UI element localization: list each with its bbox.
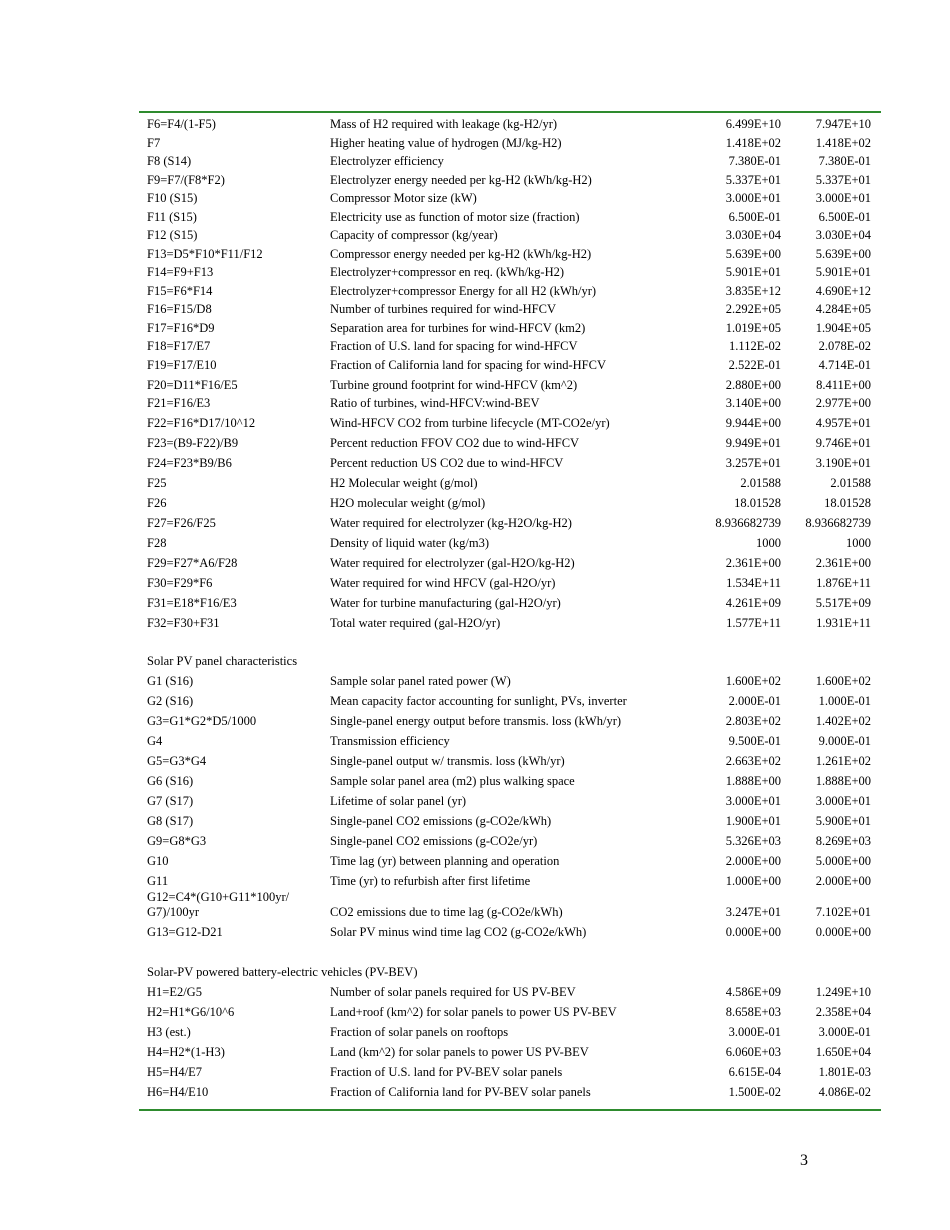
formula-cell: F7 xyxy=(147,135,161,150)
formula-cell: F9=F7/(F8*F2) xyxy=(147,172,225,187)
value-low-cell: 6.500E-01 xyxy=(728,209,781,224)
value-low-cell: 5.901E+01 xyxy=(725,265,781,279)
table-row xyxy=(147,516,875,536)
value-high-cell: 5.337E+01 xyxy=(815,172,871,187)
value-high-cell: 5.901E+01 xyxy=(815,265,871,279)
formula-cell: F31=E18*F16/E3 xyxy=(147,596,237,610)
description-cell: Mean capacity factor accounting for sunlight, PVs, inverter xyxy=(330,694,627,708)
value-low-cell: 3.257E+01 xyxy=(725,456,781,470)
formula-cell: F25 xyxy=(147,476,167,490)
table-row xyxy=(147,714,875,734)
description-cell: Time lag (yr) between planning and operation xyxy=(330,854,560,868)
description-cell: Water required for electrolyzer (kg-H2O/kg-H2) xyxy=(330,516,572,530)
value-low-cell: 4.261E+09 xyxy=(725,596,781,610)
value-low-cell: 4.586E+09 xyxy=(725,985,781,999)
formula-cell: H5=H4/E7 xyxy=(147,1065,202,1079)
description-cell: Separation area for turbines for wind-HFCV (km2) xyxy=(330,320,586,335)
description-cell: Lifetime of solar panel (yr) xyxy=(330,794,467,808)
table-row xyxy=(147,596,875,616)
value-high-cell: 8.936682739 xyxy=(805,516,871,530)
formula-cell: G9=G8*G3 xyxy=(147,834,207,848)
table-row xyxy=(147,210,875,229)
formula-cell: F10 (S15) xyxy=(147,191,198,205)
value-high-cell: 2.977E+00 xyxy=(815,396,871,410)
description-cell: Land+roof (km^2) for solar panels to power US PV-BEV xyxy=(330,1005,617,1019)
value-high-cell: 4.690E+12 xyxy=(815,283,871,298)
table-row xyxy=(147,1065,875,1085)
description-cell: Electrolyzer energy needed per kg-H2 (kWh/kg-H2) xyxy=(330,172,592,187)
formula-cell: F8 (S14) xyxy=(147,154,192,168)
description-cell: Number of turbines required for wind-HFCV xyxy=(330,302,556,316)
value-high-cell: 1.650E+04 xyxy=(815,1045,871,1059)
value-high-cell: 8.269E+03 xyxy=(815,834,871,848)
value-low-cell: 7.380E-01 xyxy=(728,154,781,168)
table-row xyxy=(147,154,875,173)
description-cell: Compressor energy needed per kg-H2 (kWh/kg-H2) xyxy=(330,246,592,261)
formula-cell: F32=F30+F31 xyxy=(147,616,220,630)
description-cell: Time (yr) to refurbish after first lifetime xyxy=(330,874,531,888)
description-cell: Fraction of U.S. land for spacing for wind-HFCV xyxy=(330,339,578,353)
value-high-cell: 3.000E+01 xyxy=(815,191,871,205)
description-cell: Electricity use as function of motor size (fraction) xyxy=(330,209,580,224)
formula-cell: F23=(B9-F22)/B9 xyxy=(147,436,239,450)
value-high-cell: 2.361E+00 xyxy=(815,556,871,570)
table-row xyxy=(147,284,875,303)
formula-cell: F22=F16*D17/10^12 xyxy=(147,416,256,430)
value-low-cell: 2.000E-01 xyxy=(728,694,781,708)
value-low-cell: 3.030E+04 xyxy=(725,228,781,242)
table-row xyxy=(147,228,875,247)
value-low-cell: 3.000E+01 xyxy=(725,794,781,808)
value-low-cell: 6.615E-04 xyxy=(728,1065,781,1079)
value-low-cell: 9.949E+01 xyxy=(725,436,781,450)
value-low-cell: 1.019E+05 xyxy=(725,320,781,335)
value-low-cell: 3.140E+00 xyxy=(725,396,781,410)
table-row xyxy=(147,576,875,596)
table-row xyxy=(147,416,875,436)
formula-cell: F16=F15/D8 xyxy=(147,302,212,316)
formula-cell: F6=F4/(1-F5) xyxy=(147,117,216,131)
description-cell: Sample solar panel rated power (W) xyxy=(330,674,511,688)
formula-cell: F29=F27*A6/F28 xyxy=(147,556,238,570)
value-high-cell: 2.358E+04 xyxy=(815,1005,871,1019)
value-low-cell: 3.000E+01 xyxy=(725,191,781,205)
value-low-cell: 1.112E-02 xyxy=(729,339,781,353)
value-low-cell: 2.292E+05 xyxy=(725,302,781,316)
value-low-cell: 3.247E+01 xyxy=(725,905,781,919)
formula-cell: G12=C4*(G10+G11*100yr/ xyxy=(147,890,290,904)
table-row xyxy=(147,854,875,874)
formula-cell: G4 xyxy=(147,734,163,748)
description-cell: Capacity of compressor (kg/year) xyxy=(330,228,498,242)
value-low-cell: 9.500E-01 xyxy=(728,734,781,748)
formula-cell: H3 (est.) xyxy=(147,1025,191,1039)
description-cell: Electrolyzer+compressor Energy for all H2 (kWh/yr) xyxy=(330,283,597,298)
value-low-cell: 2.880E+00 xyxy=(725,377,781,392)
formula-cell: G5=G3*G4 xyxy=(147,754,207,768)
value-high-cell: 7.102E+01 xyxy=(815,905,871,919)
description-cell: Water required for wind HFCV (gal-H2O/yr) xyxy=(330,576,556,590)
table-row xyxy=(147,794,875,814)
value-low-cell: 5.639E+00 xyxy=(725,246,781,261)
value-high-cell: 1.876E+11 xyxy=(816,576,871,590)
description-cell: Wind-HFCV CO2 from turbine lifecycle (MT-CO2e/yr) xyxy=(330,416,610,430)
table-row xyxy=(147,536,875,556)
table-row xyxy=(147,1085,875,1105)
value-low-cell: 0.000E+00 xyxy=(725,925,781,939)
formula-cell: F21=F16/E3 xyxy=(147,396,211,410)
value-low-cell: 2.663E+02 xyxy=(725,754,781,768)
value-low-cell: 3.000E-01 xyxy=(728,1025,781,1039)
formula-cell: H4=H2*(1-H3) xyxy=(147,1045,225,1059)
table-row xyxy=(147,734,875,754)
value-low-cell: 2.361E+00 xyxy=(725,556,781,570)
description-cell: Solar PV minus wind time lag CO2 (g-CO2e/kWh) xyxy=(330,925,587,939)
value-low-cell: 1.600E+02 xyxy=(725,674,781,688)
value-low-cell: 6.060E+03 xyxy=(725,1045,781,1059)
formula-cell: F14=F9+F13 xyxy=(147,265,214,279)
value-low-cell: 2.000E+00 xyxy=(725,854,781,868)
table-row xyxy=(147,476,875,496)
table-row xyxy=(147,874,875,890)
value-low-cell: 3.835E+12 xyxy=(725,283,781,298)
section-title-solar-pv: Solar PV panel characteristics xyxy=(147,654,298,668)
formula-cell: H1=E2/G5 xyxy=(147,985,202,999)
description-cell: Electrolyzer efficiency xyxy=(330,154,444,168)
description-cell: Sample solar panel area (m2) plus walking space xyxy=(330,774,575,788)
value-low-cell: 1000 xyxy=(756,536,781,550)
formula-cell: F11 (S15) xyxy=(147,209,197,224)
formula-cell: G1 (S16) xyxy=(147,674,194,688)
table-row xyxy=(147,1025,875,1045)
value-high-cell: 2.000E+00 xyxy=(815,874,871,888)
description-cell: H2O molecular weight (g/mol) xyxy=(330,496,486,510)
formula-cell: G8 (S17) xyxy=(147,814,194,828)
formula-cell: F12 (S15) xyxy=(147,228,198,242)
description-cell: Water for turbine manufacturing (gal-H2O/yr) xyxy=(330,596,561,610)
value-high-cell: 9.746E+01 xyxy=(815,436,871,450)
value-high-cell: 4.957E+01 xyxy=(815,416,871,430)
value-high-cell: 5.639E+00 xyxy=(815,246,871,261)
value-high-cell: 1.000E-01 xyxy=(818,694,871,708)
value-low-cell: 8.936682739 xyxy=(715,516,781,530)
value-low-cell: 8.658E+03 xyxy=(725,1005,781,1019)
table-row xyxy=(147,496,875,516)
table-row xyxy=(147,774,875,794)
value-low-cell: 1.900E+01 xyxy=(725,814,781,828)
formula-cell-continued: G7)/100yr xyxy=(147,905,200,919)
description-cell: Fraction of California land for spacing for wind-HFCV xyxy=(330,357,606,372)
formula-cell: F17=F16*D9 xyxy=(147,320,215,335)
table-row xyxy=(147,985,875,1005)
formula-cell: G11 xyxy=(147,874,169,888)
formula-cell: F19=F17/E10 xyxy=(147,357,217,372)
value-high-cell: 2.078E-02 xyxy=(818,339,871,353)
value-high-cell: 3.190E+01 xyxy=(815,456,871,470)
value-high-cell: 1.249E+10 xyxy=(815,985,871,999)
value-low-cell: 1.577E+11 xyxy=(726,616,781,630)
table-row xyxy=(147,247,875,266)
description-cell: Percent reduction FFOV CO2 due to wind-HFCV xyxy=(330,436,580,450)
formula-cell: G3=G1*G2*D5/1000 xyxy=(147,714,257,728)
description-cell: Density of liquid water (kg/m3) xyxy=(330,536,489,550)
formula-cell: H2=H1*G6/10^6 xyxy=(147,1005,235,1019)
table-row xyxy=(147,1005,875,1025)
page-number: 3 xyxy=(800,1152,808,1169)
formula-cell: H6=H4/E10 xyxy=(147,1085,209,1099)
value-low-cell: 1.534E+11 xyxy=(726,576,781,590)
table-row xyxy=(147,674,875,694)
description-cell: Fraction of U.S. land for PV-BEV solar panels xyxy=(330,1065,563,1079)
formula-cell: F13=D5*F10*F11/F12 xyxy=(147,246,263,261)
table-row xyxy=(147,173,875,192)
description-cell: Compressor Motor size (kW) xyxy=(330,191,477,205)
description-cell: Transmission efficiency xyxy=(330,734,450,748)
table-row xyxy=(147,191,875,210)
description-cell: Higher heating value of hydrogen (MJ/kg-H2) xyxy=(330,135,562,150)
description-cell: H2 Molecular weight (g/mol) xyxy=(330,476,478,490)
table-row xyxy=(147,436,875,456)
description-cell: Single-panel CO2 emissions (g-CO2e/yr) xyxy=(330,834,538,848)
value-low-cell: 2.803E+02 xyxy=(725,714,781,728)
value-high-cell: 1.904E+05 xyxy=(815,320,871,335)
formula-cell: F27=F26/F25 xyxy=(147,516,216,530)
table-row xyxy=(147,616,875,654)
value-high-cell: 5.517E+09 xyxy=(815,596,871,610)
value-low-cell: 9.944E+00 xyxy=(725,416,781,430)
description-cell: Electrolyzer+compressor en req. (kWh/kg-H2) xyxy=(330,265,565,279)
section-heading xyxy=(147,965,875,985)
value-high-cell: 3.030E+04 xyxy=(815,228,871,242)
description-cell: Ratio of turbines, wind-HFCV:wind-BEV xyxy=(330,396,540,410)
description-cell: Land (km^2) for solar panels to power US PV-BEV xyxy=(330,1045,589,1059)
value-high-cell: 4.714E-01 xyxy=(818,357,871,372)
description-cell: Number of solar panels required for US PV-BEV xyxy=(330,985,576,999)
value-high-cell: 1.888E+00 xyxy=(815,774,871,788)
value-high-cell: 4.284E+05 xyxy=(815,302,871,316)
value-high-cell: 1000 xyxy=(846,536,871,550)
description-cell: Turbine ground footprint for wind-HFCV (km^2) xyxy=(330,377,578,392)
formula-cell: G2 (S16) xyxy=(147,694,194,708)
table-row xyxy=(147,814,875,834)
table-row xyxy=(147,834,875,854)
description-cell: Single-panel output w/ transmis. loss (kWh/yr) xyxy=(330,754,565,768)
value-high-cell: 1.801E-03 xyxy=(818,1065,871,1079)
table-row xyxy=(147,890,875,925)
formula-cell: F15=F6*F14 xyxy=(147,283,213,298)
value-high-cell: 8.411E+00 xyxy=(816,377,871,392)
value-high-cell: 9.000E-01 xyxy=(818,734,871,748)
formula-cell: F28 xyxy=(147,536,167,550)
table-row xyxy=(147,456,875,476)
description-cell: Mass of H2 required with leakage (kg-H2/yr) xyxy=(330,117,558,131)
table-row xyxy=(147,754,875,774)
value-high-cell: 7.947E+10 xyxy=(815,117,871,131)
value-low-cell: 2.522E-01 xyxy=(728,357,781,372)
value-high-cell: 3.000E-01 xyxy=(818,1025,871,1039)
value-low-cell: 5.337E+01 xyxy=(725,172,781,187)
value-high-cell: 0.000E+00 xyxy=(815,925,871,939)
bottom-rule xyxy=(139,1109,881,1111)
formula-cell: G7 (S17) xyxy=(147,794,194,808)
description-cell: CO2 emissions due to time lag (g-CO2e/kWh) xyxy=(330,905,563,919)
data-table xyxy=(147,117,875,1105)
value-high-cell: 4.086E-02 xyxy=(818,1085,871,1099)
formula-cell: F24=F23*B9/B6 xyxy=(147,456,232,470)
value-high-cell: 1.600E+02 xyxy=(815,674,871,688)
value-low-cell: 1.888E+00 xyxy=(725,774,781,788)
formula-cell: G10 xyxy=(147,854,169,868)
table-row xyxy=(147,265,875,284)
description-cell: Single-panel CO2 emissions (g-CO2e/kWh) xyxy=(330,814,552,828)
value-low-cell: 1.500E-02 xyxy=(728,1085,781,1099)
value-high-cell: 2.01588 xyxy=(830,476,871,490)
table-row xyxy=(147,117,875,136)
table-row xyxy=(147,1045,875,1065)
table-row xyxy=(147,396,875,416)
value-high-cell: 1.261E+02 xyxy=(815,754,871,768)
value-low-cell: 1.418E+02 xyxy=(725,135,781,150)
value-high-cell: 1.418E+02 xyxy=(815,135,871,150)
description-cell: Fraction of California land for PV-BEV solar panels xyxy=(330,1085,591,1099)
value-high-cell: 6.500E-01 xyxy=(818,209,871,224)
formula-cell: F30=F29*F6 xyxy=(147,576,213,590)
description-cell: Percent reduction US CO2 due to wind-HFCV xyxy=(330,456,564,470)
value-low-cell: 6.499E+10 xyxy=(725,117,781,131)
table-row xyxy=(147,136,875,155)
value-high-cell: 5.000E+00 xyxy=(815,854,871,868)
table-row xyxy=(147,321,875,340)
value-high-cell: 18.01528 xyxy=(824,496,871,510)
table-row xyxy=(147,556,875,576)
table-row xyxy=(147,358,875,378)
value-high-cell: 5.900E+01 xyxy=(815,814,871,828)
section-heading xyxy=(147,654,875,674)
description-cell: Fraction of solar panels on rooftops xyxy=(330,1025,509,1039)
formula-cell: F20=D11*F16/E5 xyxy=(147,377,238,392)
value-low-cell: 18.01528 xyxy=(734,496,781,510)
value-high-cell: 7.380E-01 xyxy=(818,154,871,168)
table-row xyxy=(147,378,875,397)
table-row xyxy=(147,302,875,321)
value-high-cell: 1.931E+11 xyxy=(816,616,871,630)
value-low-cell: 2.01588 xyxy=(740,476,781,490)
table-row xyxy=(147,925,875,965)
value-high-cell: 1.402E+02 xyxy=(815,714,871,728)
description-cell: Total water required (gal-H2O/yr) xyxy=(330,616,501,630)
value-low-cell: 1.000E+00 xyxy=(725,874,781,888)
value-low-cell: 5.326E+03 xyxy=(725,834,781,848)
description-cell: Single-panel energy output before transmis. loss (kWh/yr) xyxy=(330,714,622,728)
top-rule xyxy=(139,111,881,113)
table-row xyxy=(147,339,875,358)
formula-cell: F18=F17/E7 xyxy=(147,339,211,353)
value-high-cell: 3.000E+01 xyxy=(815,794,871,808)
section-title-pv-bev: Solar-PV powered battery-electric vehicles (PV-BEV) xyxy=(147,965,418,979)
formula-cell: G13=G12-D21 xyxy=(147,925,223,939)
formula-cell: G6 (S16) xyxy=(147,774,194,788)
table-row xyxy=(147,694,875,714)
formula-cell: F26 xyxy=(147,496,167,510)
description-cell: Water required for electrolyzer (gal-H2O/kg-H2) xyxy=(330,556,575,570)
